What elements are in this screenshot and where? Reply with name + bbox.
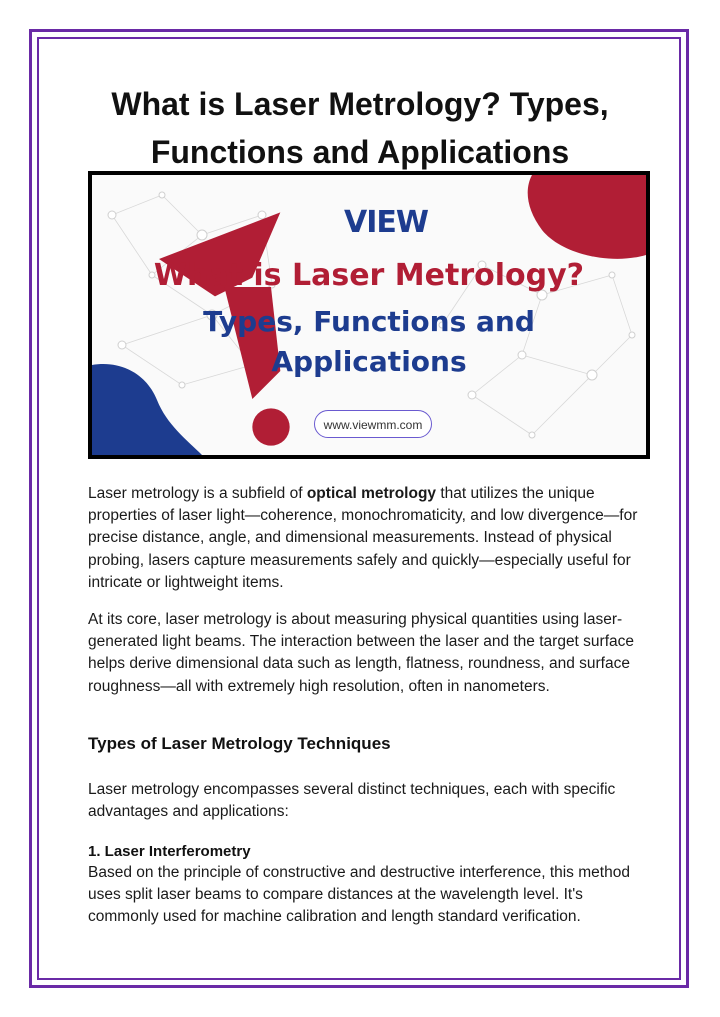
banner-heading-line1: What is Laser Metrology? <box>153 258 585 293</box>
optical-metrology-term: optical metrology <box>306 485 437 502</box>
technique-1-title: 1. Laser Interferometry <box>88 843 251 860</box>
intro-text-start: Laser metrology is a subfield of <box>88 485 307 502</box>
page-title: What is Laser Metrology? Types, Functions and Applications <box>111 86 609 170</box>
logo-text: VIEW <box>344 205 428 240</box>
technique-1-text: Based on the principle of constructive and destructive interference, this method uses split laser beams to compare distances at the wavelength level. It's commonly used for machine calibration and length standard verification. <box>88 864 630 926</box>
section-heading-types: Types of Laser Metrology Techniques <box>88 734 391 753</box>
website-url-badge: www.viewmm.com <box>314 410 432 438</box>
types-intro-paragraph: Laser metrology encompasses several distinct techniques, each with specific advantages and applications: <box>88 781 616 821</box>
intro-paragraph <box>88 483 648 594</box>
core-paragraph: At its core, laser metrology is about measuring physical quantities using laser-generated light beams. The interaction between the laser and the target surface helps derive dimensional data such as length, flatness, roundness, and surface roughness—all with extremely high resolution, often in nanometers. <box>88 611 635 695</box>
intro-text-end: that utilizes the unique properties of laser light—coherence, monochromaticity, and low divergence—for precise distance, angle, and dimensional measurements. Instead of physical probing, lasers capture measurements safely and quickly—especially useful for intricate or lightweight items. <box>88 485 638 591</box>
banner-heading-line2: Types, Functions and <box>203 305 535 338</box>
banner-heading-line3: Applications <box>271 345 467 378</box>
banner-image <box>88 171 650 459</box>
